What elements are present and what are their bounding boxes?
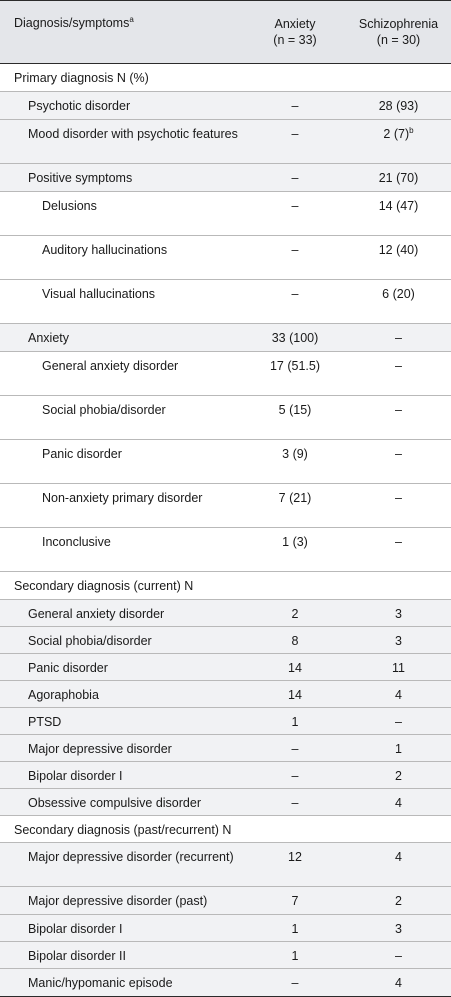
cell-schizophrenia: –	[346, 324, 451, 352]
row-label: Major depressive disorder (past)	[0, 887, 244, 915]
cell-anxiety: –	[244, 120, 346, 164]
row-label: Delusions	[0, 192, 244, 236]
table-row	[0, 789, 451, 816]
cell-schizophrenia: 4	[346, 681, 451, 708]
row-label: Auditory hallucinations	[0, 236, 244, 280]
cell-schizophrenia: 3	[346, 600, 451, 627]
row-label: Social phobia/disorder	[0, 627, 244, 654]
cell-schizophrenia: 2	[346, 762, 451, 789]
section-label: Primary diagnosis N (%)	[14, 71, 149, 85]
table-row	[0, 440, 451, 484]
row-label: General anxiety disorder	[0, 600, 244, 627]
row-label: Bipolar disorder I	[0, 762, 244, 789]
table-row	[0, 942, 451, 969]
row-label: General anxiety disorder	[0, 352, 244, 396]
row-label: Bipolar disorder I	[0, 915, 244, 942]
row-label: Bipolar disorder II	[0, 942, 244, 969]
table-row	[0, 484, 451, 528]
cell-anxiety: 17 (51.5)	[244, 352, 346, 396]
section-secondary-past	[0, 816, 451, 843]
cell-anxiety: 12	[244, 843, 346, 887]
cell-anxiety: 1	[244, 708, 346, 735]
cell-anxiety: 8	[244, 627, 346, 654]
cell-anxiety: –	[244, 969, 346, 997]
header-diagnosis: Diagnosis/symptoms$^a$	[0, 1, 244, 64]
section-label: Secondary diagnosis (past/recurrent) N	[14, 823, 232, 837]
table-row	[0, 762, 451, 789]
table-row	[0, 915, 451, 942]
cell-schizophrenia: 2	[346, 887, 451, 915]
row-label: Panic disorder	[0, 654, 244, 681]
table-row	[0, 627, 451, 654]
table-row	[0, 396, 451, 440]
cell-anxiety: –	[244, 789, 346, 816]
cell-schizophrenia: 6 (20)	[346, 280, 451, 324]
table-row	[0, 324, 451, 352]
row-label: Anxiety	[0, 324, 244, 352]
cell-schizophrenia: –	[346, 440, 451, 484]
cell-anxiety: –	[244, 92, 346, 120]
row-label: Major depressive disorder	[0, 735, 244, 762]
cell-anxiety: –	[244, 164, 346, 192]
cell-schizophrenia: 3	[346, 915, 451, 942]
cell-anxiety: 14	[244, 654, 346, 681]
cell-schizophrenia: 21 (70)	[346, 164, 451, 192]
cell-anxiety: –	[244, 735, 346, 762]
cell-schizophrenia: 4	[346, 969, 451, 997]
table-row	[0, 352, 451, 396]
cell-schizophrenia: –	[346, 942, 451, 969]
table-row	[0, 92, 451, 120]
table-row	[0, 528, 451, 572]
header-anxiety: Anxiety (n = 33)	[244, 1, 346, 64]
table-row	[0, 681, 451, 708]
table-row	[0, 735, 451, 762]
table-row	[0, 969, 451, 997]
header-row	[0, 1, 451, 64]
cell-anxiety: 33 (100)	[244, 324, 346, 352]
table-row	[0, 280, 451, 324]
cell-anxiety: 5 (15)	[244, 396, 346, 440]
cell-anxiety: 1	[244, 942, 346, 969]
cell-schizophrenia: 4	[346, 843, 451, 887]
row-label: Positive symptoms	[0, 164, 244, 192]
row-label: Inconclusive	[0, 528, 244, 572]
row-label: Non-anxiety primary disorder	[0, 484, 244, 528]
table-row	[0, 164, 451, 192]
cell-anxiety: 3 (9)	[244, 440, 346, 484]
row-label: PTSD	[0, 708, 244, 735]
table-row	[0, 600, 451, 627]
section-label: Secondary diagnosis (current) N	[14, 579, 194, 593]
cell-anxiety: –	[244, 236, 346, 280]
row-label: Panic disorder	[0, 440, 244, 484]
row-label: Major depressive disorder (recurrent)	[0, 843, 244, 887]
cell-schizophrenia: 12 (40)	[346, 236, 451, 280]
cell-anxiety: 2	[244, 600, 346, 627]
cell-anxiety: 1 (3)	[244, 528, 346, 572]
row-label: Mood disorder with psychotic features	[0, 120, 244, 164]
row-label: Psychotic disorder	[0, 92, 244, 120]
table-row	[0, 192, 451, 236]
cell-schizophrenia: 3	[346, 627, 451, 654]
section-secondary-current	[0, 572, 451, 600]
table-row	[0, 654, 451, 681]
row-label: Obsessive compulsive disorder	[0, 789, 244, 816]
row-label: Social phobia/disorder	[0, 396, 244, 440]
cell-schizophrenia: –	[346, 708, 451, 735]
cell-anxiety: 7	[244, 887, 346, 915]
cell-schizophrenia: –	[346, 352, 451, 396]
cell-schizophrenia: 28 (93)	[346, 92, 451, 120]
row-label: Manic/hypomanic episode	[0, 969, 244, 997]
section-primary	[0, 64, 451, 92]
cell-schizophrenia: –	[346, 484, 451, 528]
cell-anxiety: 7 (21)	[244, 484, 346, 528]
cell-schizophrenia: 4	[346, 789, 451, 816]
cell-anxiety: –	[244, 762, 346, 789]
header-anxiety-n: (n = 33)	[273, 33, 317, 47]
cell-schizophrenia: 11	[346, 654, 451, 681]
cell-schizophrenia: 1	[346, 735, 451, 762]
header-schizophrenia: Schizophrenia (n = 30)	[346, 1, 451, 64]
cell-schizophrenia: 14 (47)	[346, 192, 451, 236]
cell-anxiety: –	[244, 192, 346, 236]
table-row	[0, 120, 451, 164]
table-row	[0, 887, 451, 915]
table-row	[0, 236, 451, 280]
cell-schizophrenia: –	[346, 396, 451, 440]
cell-anxiety: 14	[244, 681, 346, 708]
cell-anxiety: 1	[244, 915, 346, 942]
table-row	[0, 843, 451, 887]
header-schizophrenia-n: (n = 30)	[376, 33, 421, 47]
row-label: Visual hallucinations	[0, 280, 244, 324]
row-label: Agoraphobia	[0, 681, 244, 708]
cell-schizophrenia: 2 $(7)^b$	[346, 120, 451, 164]
table-row	[0, 708, 451, 735]
cell-anxiety: –	[244, 280, 346, 324]
cell-schizophrenia: –	[346, 528, 451, 572]
